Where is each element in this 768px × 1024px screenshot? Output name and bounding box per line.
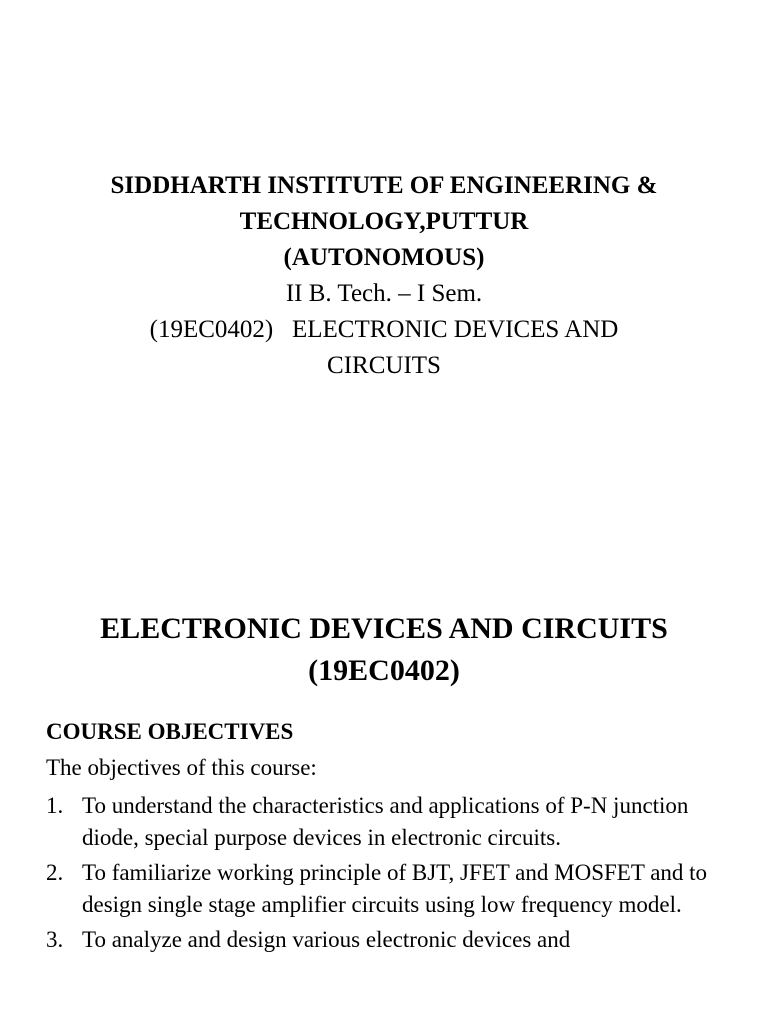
objective-number: 2. bbox=[46, 860, 64, 885]
objective-item-1 bbox=[46, 790, 736, 853]
objective-number: 3. bbox=[46, 927, 64, 952]
course-title-line1: (19EC0402) ELECTRONIC DEVICES AND bbox=[149, 316, 619, 343]
objective-item-2 bbox=[46, 857, 736, 920]
syllabus-slide bbox=[0, 608, 768, 952]
course-objectives-heading: COURSE OBJECTIVES bbox=[46, 719, 294, 744]
syllabus-title-line2: (19EC0402) bbox=[308, 654, 460, 687]
objective-item-3 bbox=[46, 924, 736, 956]
syllabus-title-line1: ELECTRONIC DEVICES AND CIRCUITS bbox=[100, 612, 668, 645]
institute-name-line2: TECHNOLOGY,PUTTUR bbox=[239, 208, 529, 235]
objectives-intro: The objectives of this course: bbox=[46, 755, 317, 780]
objective-text: To familiarize working principle of BJT, JFET and MOSFET and to design single stage amplifier circuits using low frequency model. bbox=[82, 860, 708, 917]
semester-label: II B. Tech. – I Sem. bbox=[285, 280, 483, 307]
objective-text: To understand the characteristics and applications of P-N junction diode, special purpose devices in electronic circuits. bbox=[82, 793, 689, 850]
objective-number: 1. bbox=[46, 793, 64, 818]
objectives-list bbox=[46, 790, 736, 960]
objective-text: To analyze and design various electronic devices and bbox=[82, 927, 571, 952]
course-title-line2: CIRCUITS bbox=[327, 352, 441, 379]
cover-slide bbox=[0, 168, 768, 384]
institute-status: (AUTONOMOUS) bbox=[283, 244, 485, 271]
institute-name-line1: SIDDHARTH INSTITUTE OF ENGINEERING & bbox=[110, 172, 658, 199]
